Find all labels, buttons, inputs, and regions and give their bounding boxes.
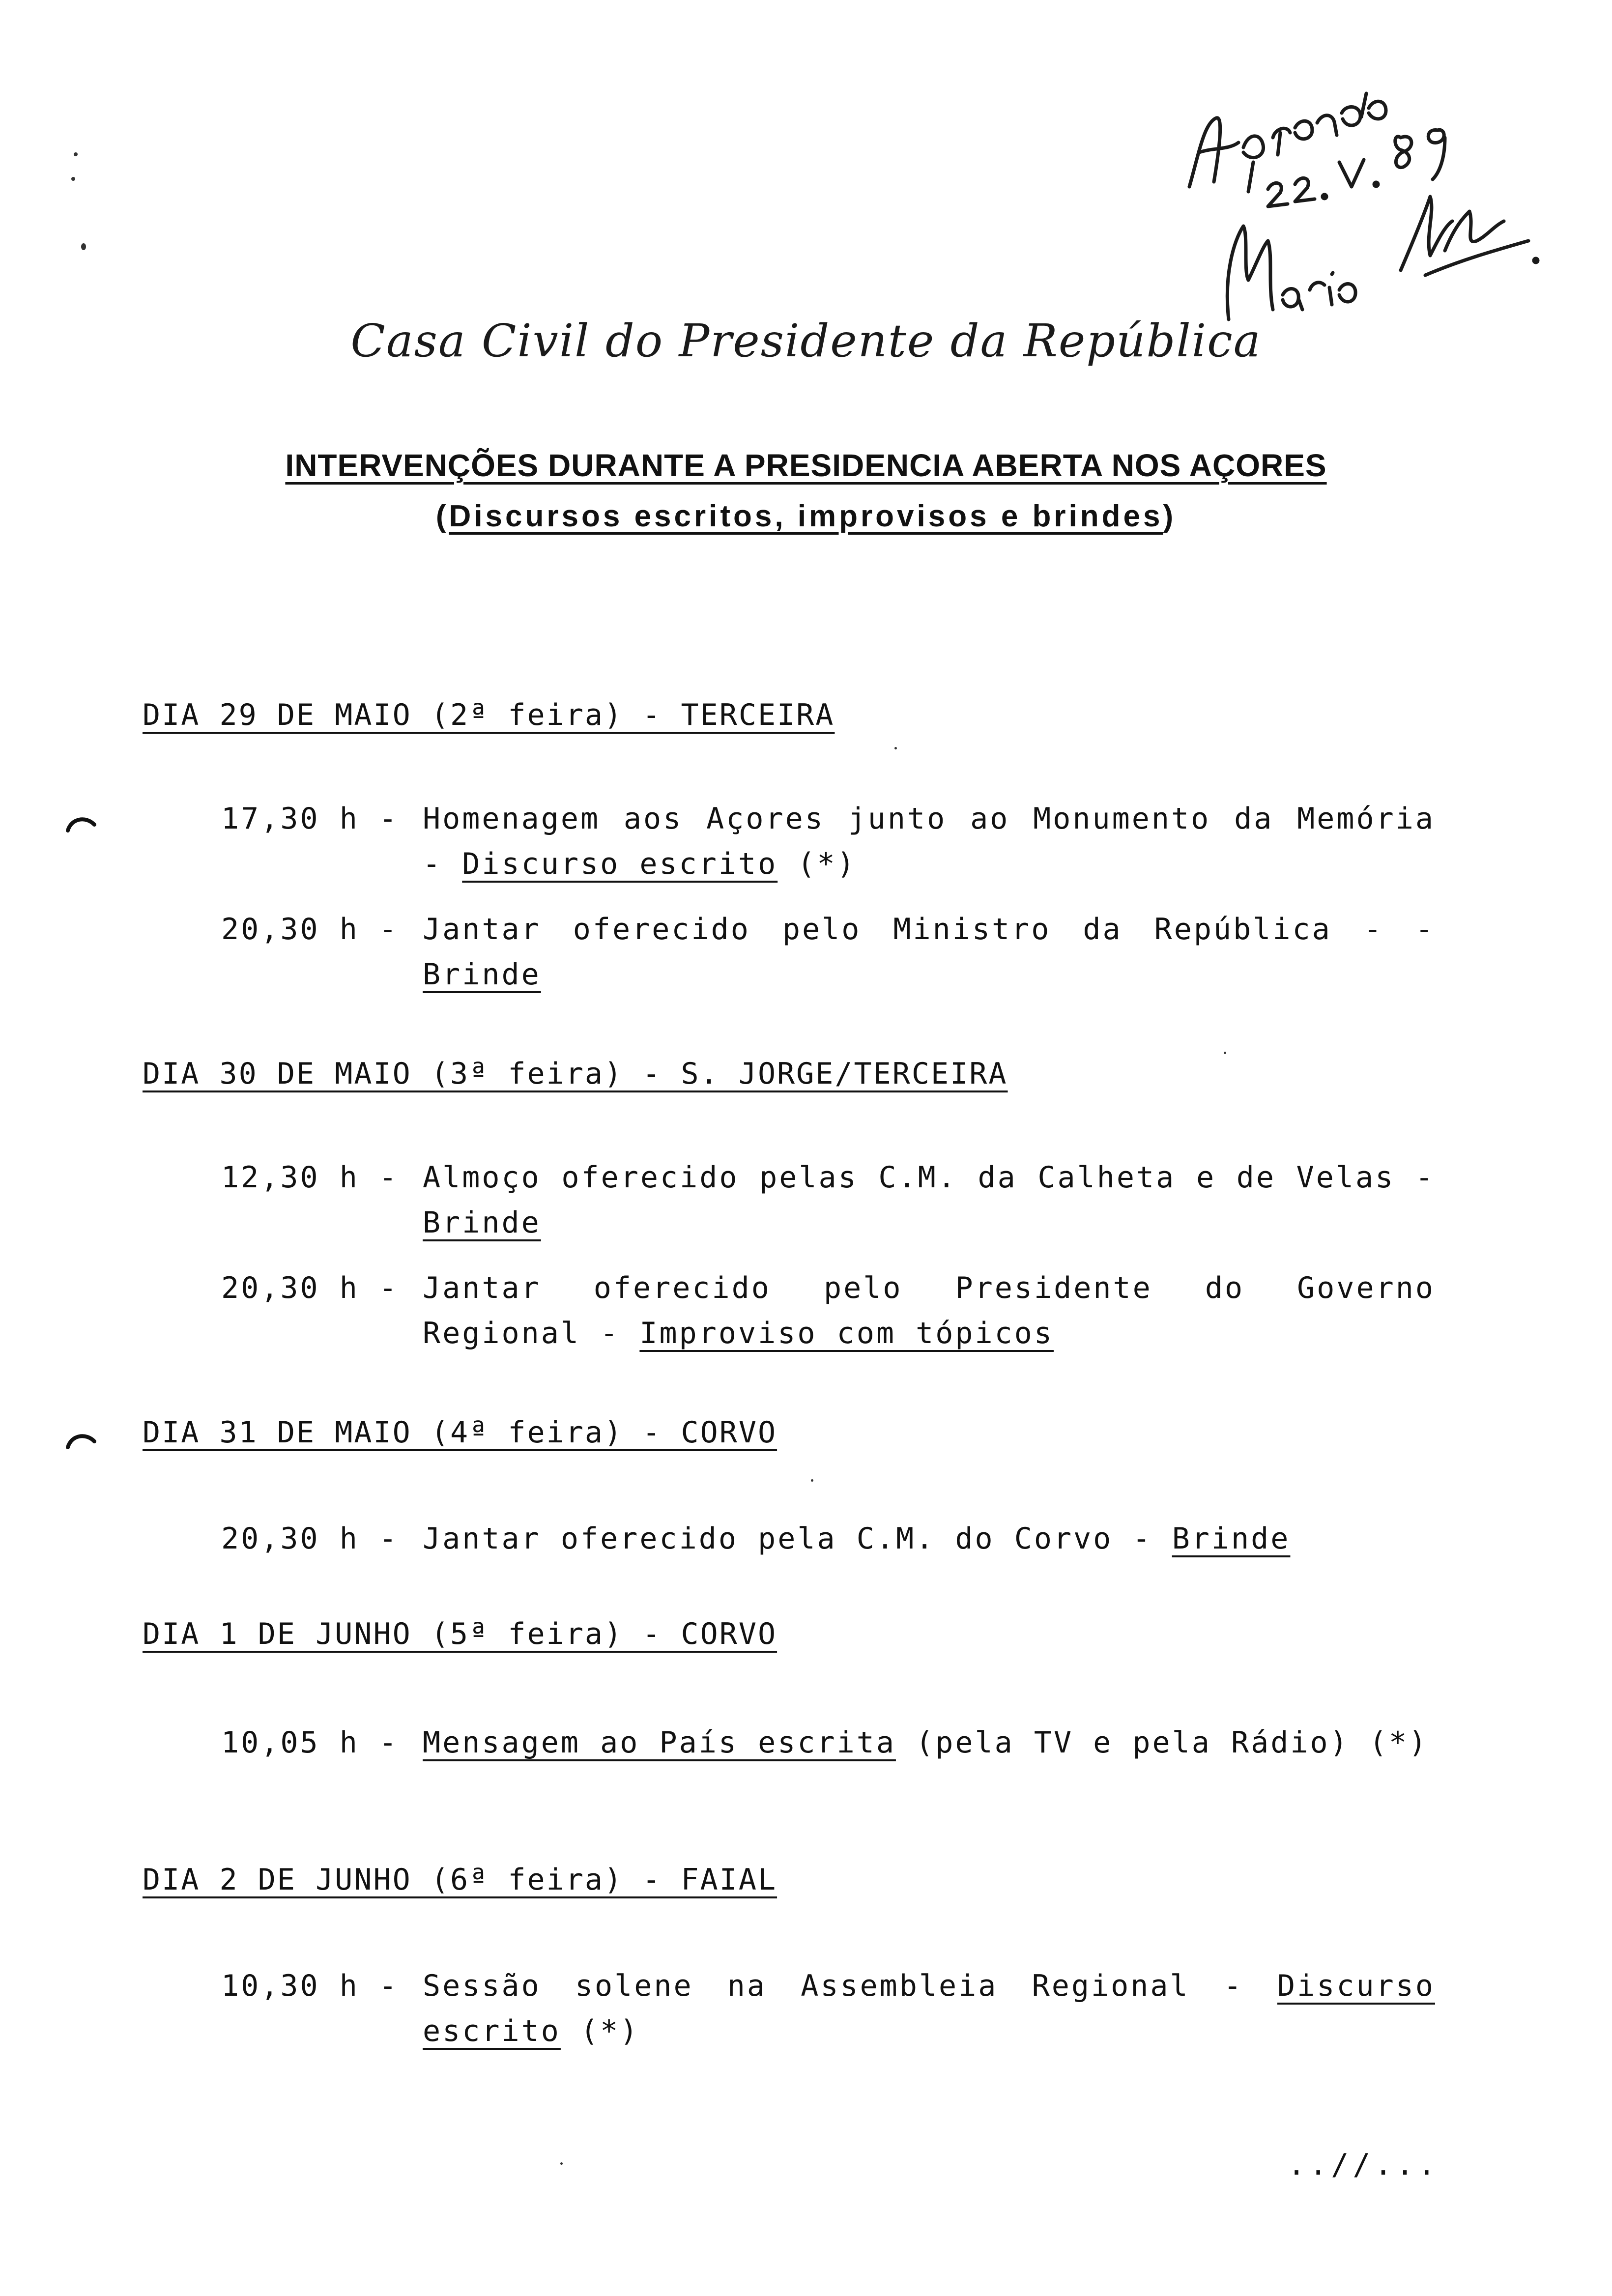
scan-speck — [894, 747, 897, 749]
entry-time: 20,30 h - — [221, 912, 399, 947]
entry-text: Homenagem aos Açores junto ao Monumento da Memória - — [423, 802, 1435, 881]
entry-note: (pela TV e pela Rádio) (*) — [895, 1725, 1429, 1760]
entry-speech-type: Improviso com tópicos — [639, 1316, 1054, 1350]
schedule-entry — [221, 1963, 1435, 2054]
punch-hole-mark — [64, 1423, 98, 1457]
entry-speech-type: Brinde — [1172, 1521, 1291, 1556]
document-subtitle — [0, 499, 1612, 534]
schedule-entry — [221, 1265, 1435, 1356]
entry-time: 10,05 h - — [221, 1725, 399, 1760]
letterhead: Casa Civil do Presidente da República — [350, 315, 1262, 367]
day-heading-2-junho: DIA 2 DE JUNHO (6ª feira) - FAIAL — [143, 1863, 777, 1897]
schedule-entry — [221, 1720, 1435, 1765]
day-heading-29-maio: DIA 29 DE MAIO (2ª feira) - TERCEIRA — [143, 698, 835, 732]
subtitle-open-paren: ( — [435, 499, 449, 533]
scan-speck — [81, 243, 86, 250]
day-heading-31-maio: DIA 31 DE MAIO (4ª feira) - CORVO — [143, 1415, 777, 1450]
page-continuation-mark: ..//... — [1288, 2148, 1439, 2182]
entry-speech-type: Brinde — [423, 957, 541, 992]
entry-time: 12,30 h - — [221, 1160, 399, 1195]
entry-description — [423, 1516, 1435, 1561]
scan-speck — [560, 2162, 563, 2165]
entry-description — [423, 1265, 1435, 1356]
entry-description — [423, 1963, 1435, 2054]
entry-note: (*) — [560, 2014, 640, 2048]
entry-description — [423, 1720, 1435, 1765]
schedule-entry — [221, 1155, 1435, 1245]
entry-description — [423, 796, 1435, 887]
schedule-entry — [221, 1516, 1435, 1561]
entry-time: 20,30 h - — [221, 1271, 399, 1305]
entry-text: Sessão solene na Assembleia Regional - — [423, 1969, 1278, 2003]
entry-text: Almoço oferecido pelas C.M. da Calheta e de Velas - — [423, 1160, 1435, 1195]
entry-description — [423, 1155, 1435, 1245]
entry-time: 17,30 h - — [221, 802, 399, 836]
day-heading-1-junho: DIA 1 DE JUNHO (5ª feira) - CORVO — [143, 1617, 777, 1651]
day-heading-30-maio: DIA 30 DE MAIO (3ª feira) - S. JORGE/TERCEIRA — [143, 1057, 1008, 1091]
entry-text: Jantar oferecido pelo Ministro da República - - — [423, 912, 1435, 947]
entry-text: Jantar oferecido pelo Presidente do Governo Regional - — [423, 1271, 1435, 1350]
entry-speech-type: Discurso escrito — [423, 1969, 1435, 2048]
handwritten-signature — [1170, 64, 1543, 339]
schedule-entry — [221, 796, 1435, 887]
schedule-entry — [221, 907, 1435, 997]
entry-description — [423, 907, 1435, 997]
document-title — [0, 447, 1612, 484]
entry-speech-type: Brinde — [423, 1205, 541, 1240]
entry-speech-type: Discurso escrito — [462, 847, 778, 881]
subtitle-text: Discursos escritos, improvisos e brindes — [449, 499, 1163, 533]
entry-time: 10,30 h - — [221, 1969, 399, 2003]
entry-time: 20,30 h - — [221, 1521, 399, 1556]
entry-note: (*) — [777, 847, 857, 881]
entry-text: Jantar oferecido pela C.M. do Corvo - — [423, 1521, 1172, 1556]
entry-speech-type: Mensagem ao País escrita — [423, 1725, 896, 1760]
scan-speck — [74, 152, 78, 156]
scan-speck — [1224, 1052, 1226, 1054]
title-line-1: INTERVENÇÕES DURANTE A PRESIDENCIA ABERTA NOS AÇORES — [285, 448, 1327, 483]
punch-hole-mark — [64, 806, 98, 840]
subtitle-close-paren: ) — [1163, 499, 1177, 533]
scan-speck — [71, 177, 75, 181]
scan-speck — [811, 1479, 813, 1482]
